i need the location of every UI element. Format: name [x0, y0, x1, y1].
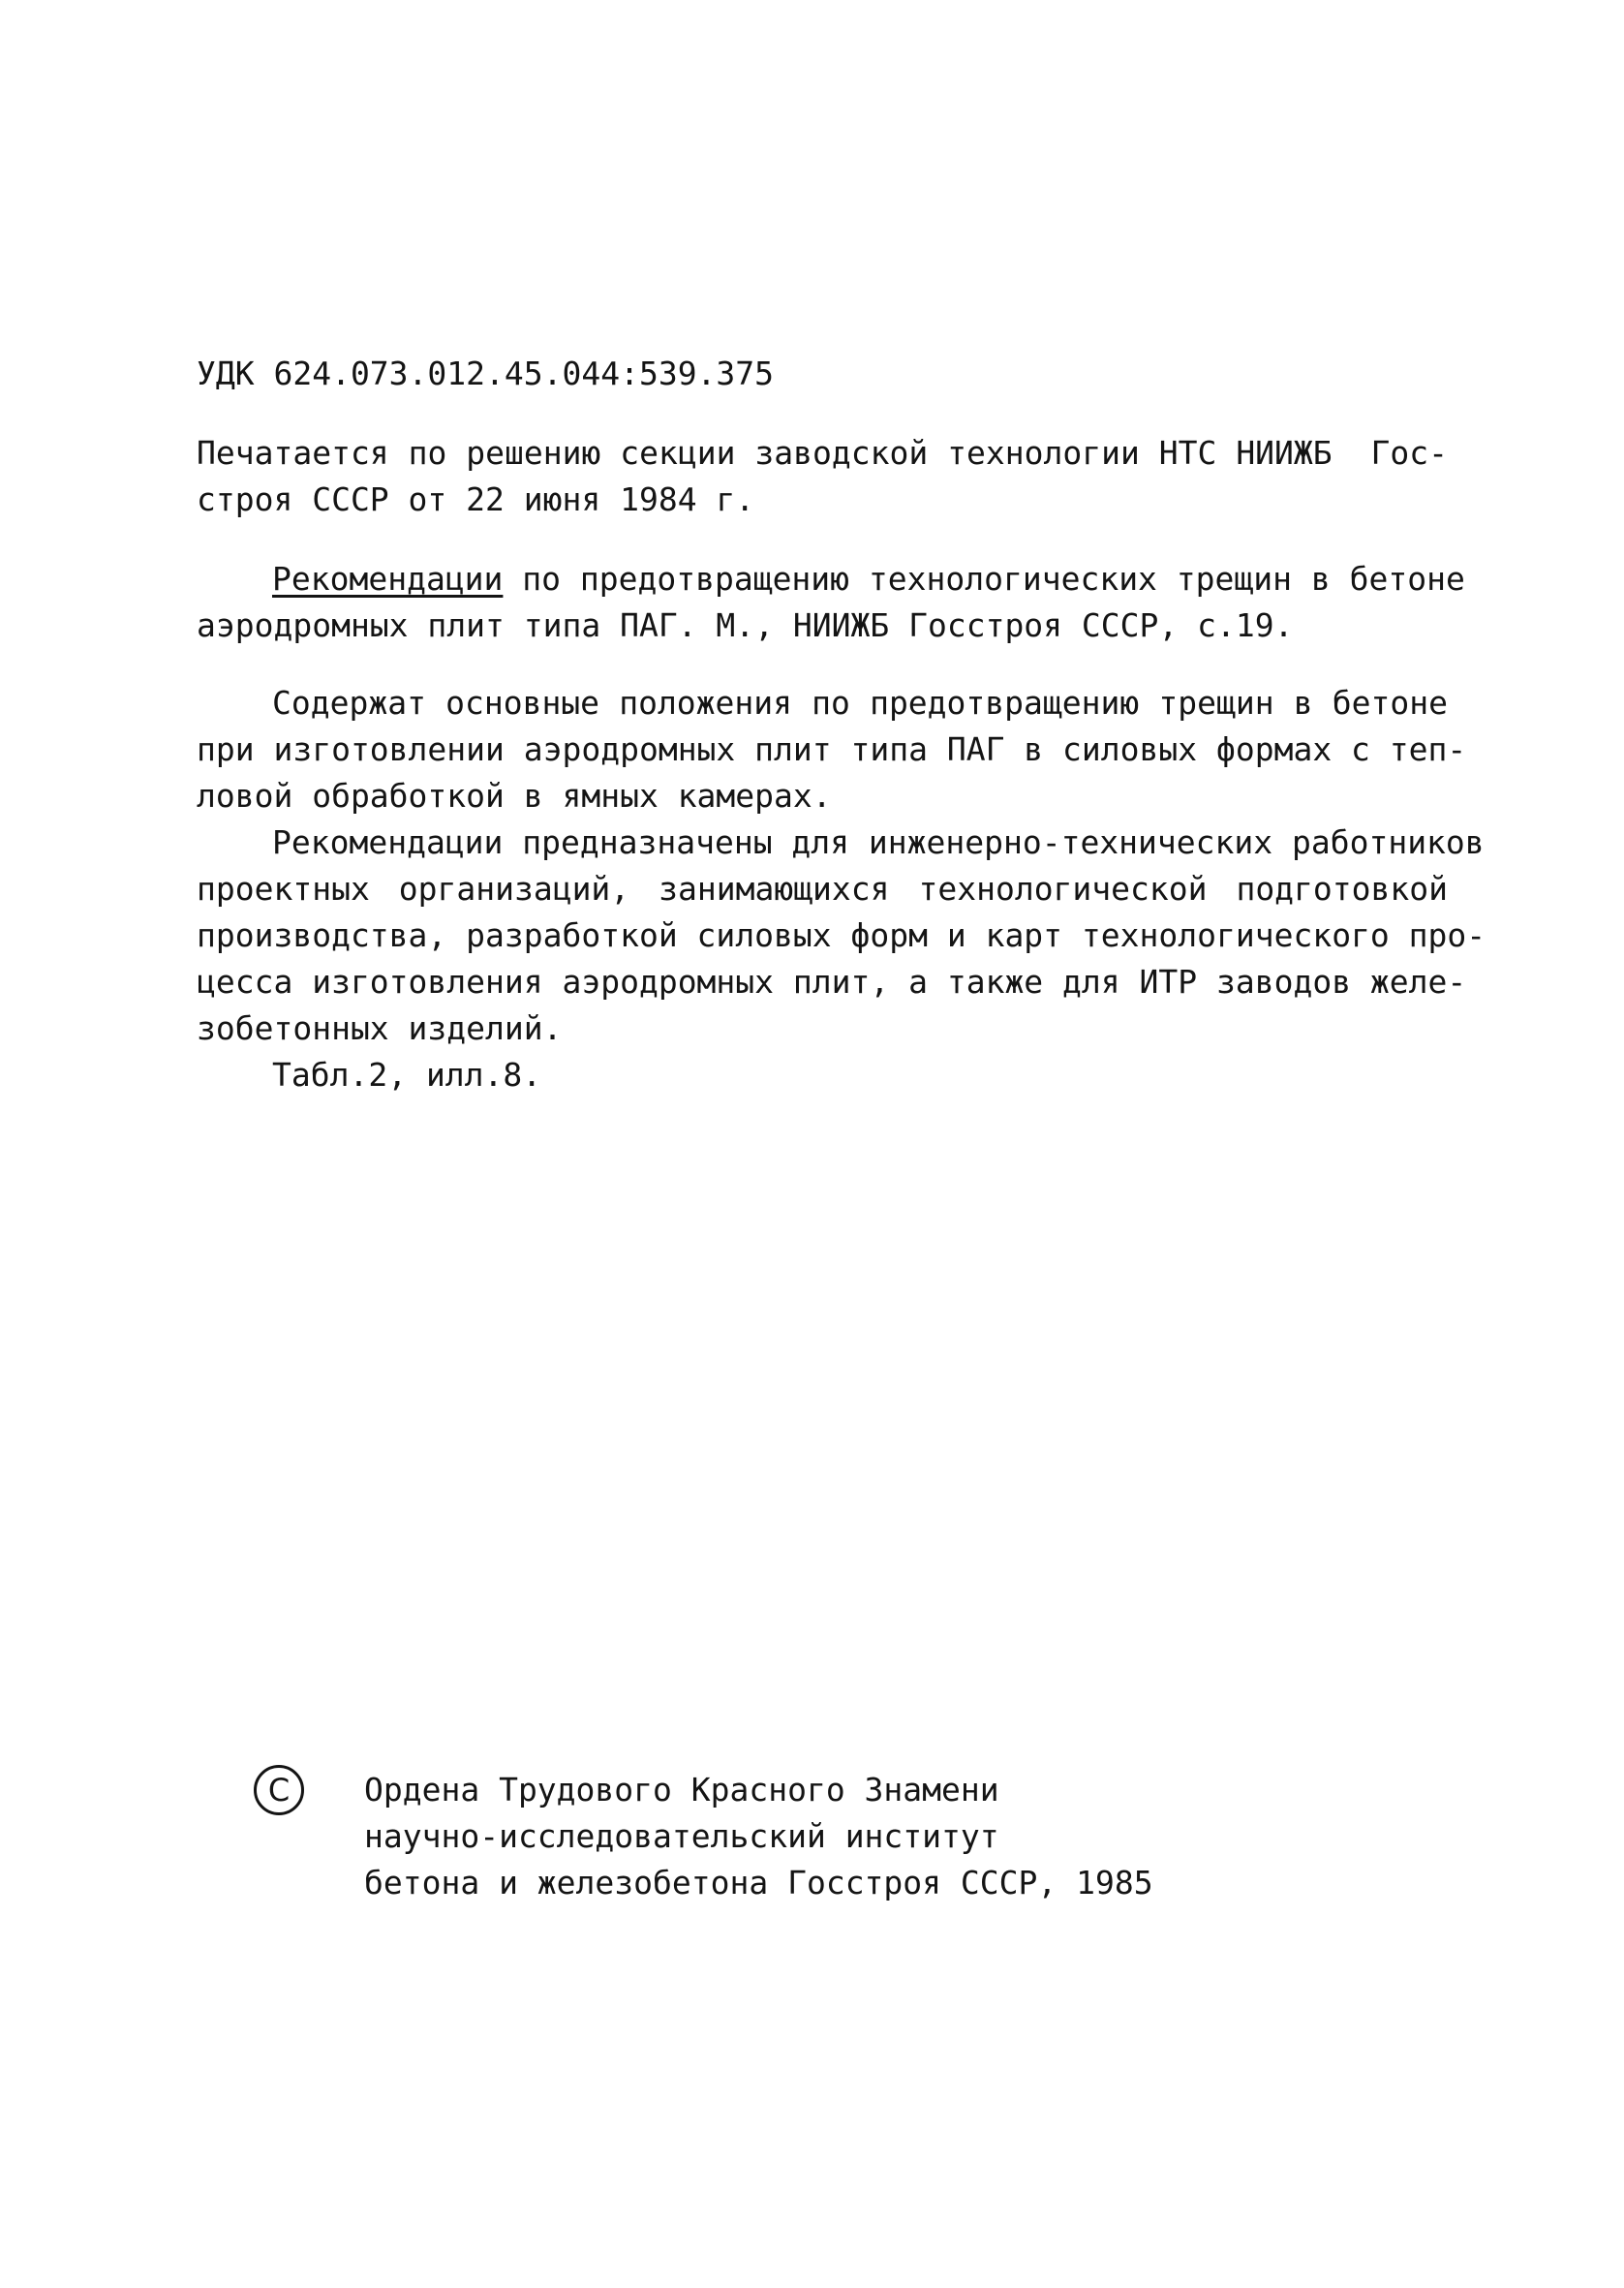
- abstract-p1-line-1: Содержат основные положения по предотвращению трещин в бетоне: [272, 684, 1448, 722]
- publisher-line-2: научно-исследовательский институт: [364, 1817, 999, 1855]
- publisher-line-3: бетона и железобетона Госстроя СССР, 1985: [364, 1864, 1153, 1902]
- citation-line-2: аэродромных плит типа ПАГ. М., НИИЖБ Госстроя СССР, с.19.: [197, 606, 1294, 644]
- citation-title: Рекомендации: [272, 560, 504, 598]
- abstract-p2-line-2: проектных организаций, занимающихся технологической подготовкой: [197, 870, 1448, 908]
- citation-line-1-rest: по предотвращению технологических трещин в бетоне: [503, 560, 1465, 598]
- approval-line-1: Печатается по решению секции заводской технологии НТС НИИЖБ Гос-: [197, 434, 1448, 472]
- copyright-icon: C: [254, 1765, 304, 1815]
- abstract-p2-line-4: цесса изготовления аэродромных плит, а также для ИТР заводов желе-: [197, 963, 1467, 1001]
- approval-line-2: строя СССР от 22 июня 1984 г.: [197, 480, 755, 518]
- abstract-p2-line-3: производства, разработкой силовых форм и карт технологического про-: [197, 916, 1486, 954]
- citation-line-1: [272, 560, 1465, 599]
- tables-illustrations-count: Табл.2, илл.8.: [272, 1056, 542, 1094]
- abstract-p1-line-2: при изготовлении аэродромных плит типа ПАГ в силовых формах с теп-: [197, 730, 1467, 768]
- abstract-p2-line-5: зобетонных изделий.: [197, 1009, 563, 1047]
- publisher-line-1: Ордена Трудового Красного Знамени: [364, 1771, 999, 1809]
- abstract-p2-line-1: Рекомендации предназначены для инженерно-технических работников: [272, 823, 1485, 861]
- abstract-p1-line-3: ловой обработкой в ямных камерах.: [197, 777, 832, 815]
- udc-code: УДК 624.073.012.45.044:539.375: [197, 355, 775, 392]
